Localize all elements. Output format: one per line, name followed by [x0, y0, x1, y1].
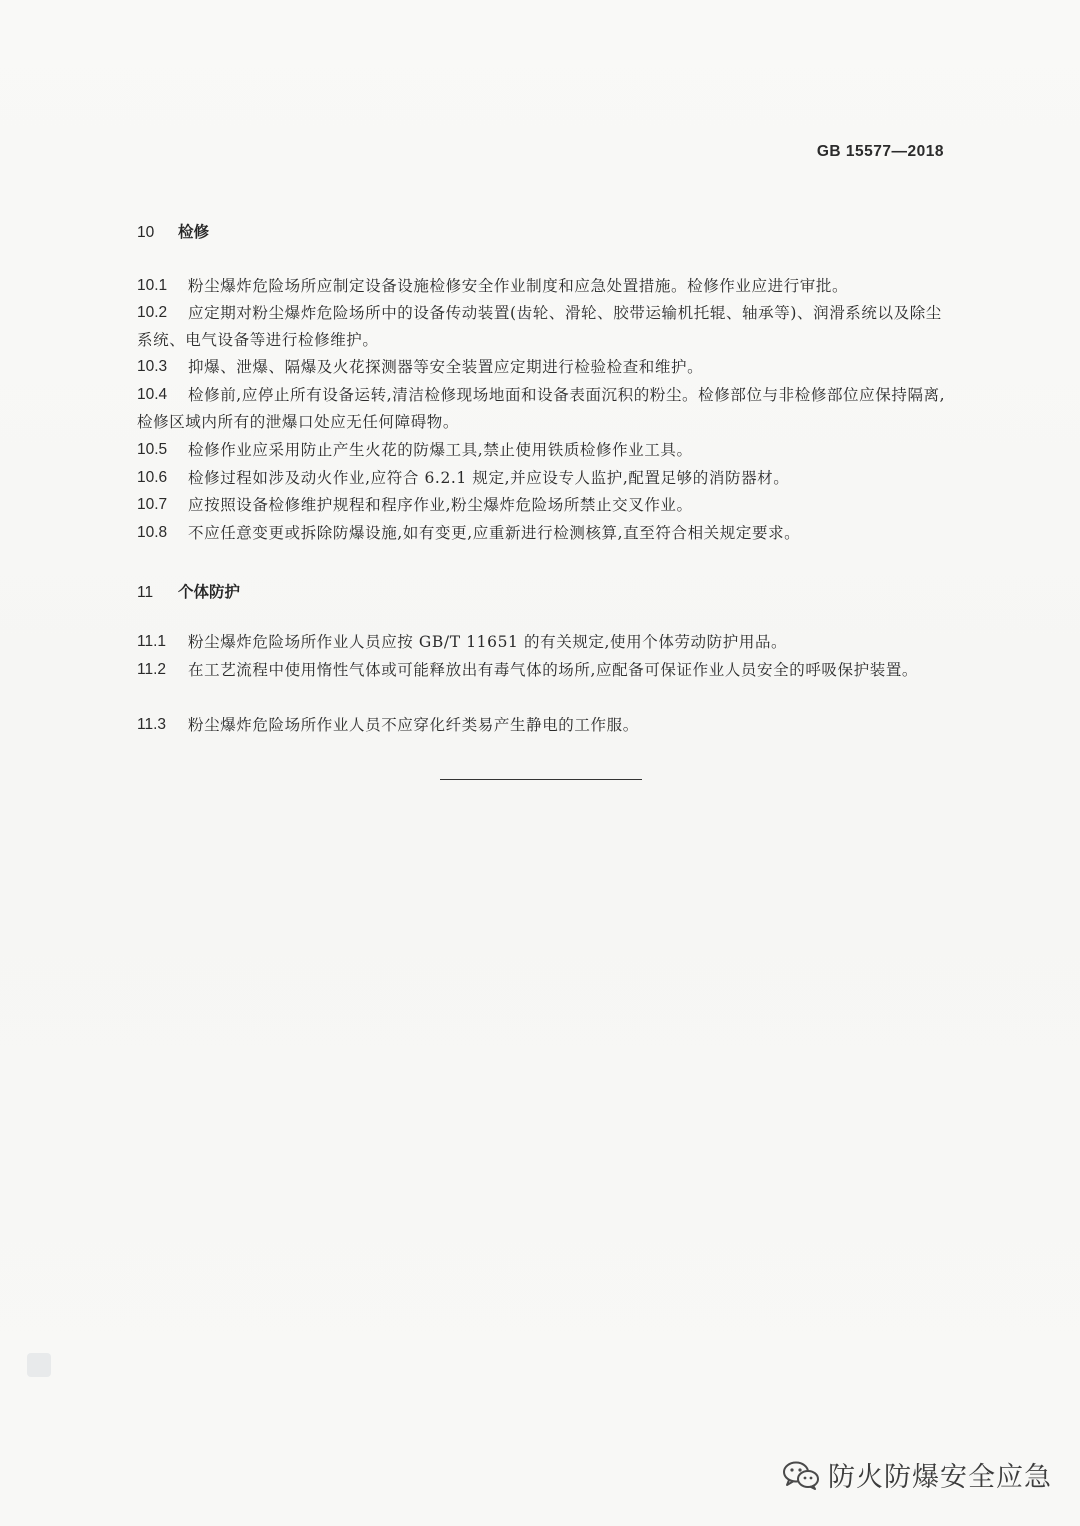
end-rule: [440, 779, 642, 780]
clause-text: 应定期对粉尘爆炸危险场所中的设备传动装置(齿轮、滑轮、胶带运输机托辊、轴承等)、润滑系统以及除尘系统、电气设备等进行检修维护。: [137, 304, 942, 349]
clause-text: 粉尘爆炸危险场所作业人员应按 GB/T 11651 的有关规定,使用个体劳动防护用品。: [188, 633, 788, 651]
section-heading-10: [137, 220, 209, 242]
section-title: 个体防护: [177, 583, 240, 601]
clause-10-8: [137, 520, 947, 547]
clause-11-3: [137, 712, 947, 739]
clause-number: 11.3: [137, 716, 167, 733]
clause-11-2: [137, 657, 947, 684]
clause-text: 检修过程如涉及动火作业,应符合 6.2.1 规定,并应设专人监护,配置足够的消防器材。: [188, 469, 790, 487]
section-number: 11: [137, 584, 154, 601]
clause-text: 粉尘爆炸危险场所应制定设备设施检修安全作业制度和应急处置措施。检修作业应进行审批。: [188, 277, 849, 295]
clause-text: 在工艺流程中使用惰性气体或可能释放出有毒气体的场所,应配备可保证作业人员安全的呼吸保护装置。: [188, 661, 919, 679]
clause-text: 检修前,应停止所有设备运转,清洁检修现场地面和设备表面沉积的粉尘。检修部位与非检修部位应保持隔离,检修区域内所有的泄爆口处应无任何障碍物。: [137, 386, 946, 431]
clause-text: 应按照设备检修维护规程和程序作业,粉尘爆炸危险场所禁止交叉作业。: [188, 496, 693, 514]
clause-10-7: [137, 492, 947, 519]
wechat-icon: [782, 1460, 820, 1490]
standard-number: GB 15577—2018: [816, 143, 944, 160]
clause-number: 10.8: [137, 524, 168, 541]
clause-10-2: [137, 300, 947, 353]
clause-number: 10.2: [137, 304, 168, 321]
clause-10-5: [137, 437, 947, 464]
section-number: 10: [137, 224, 155, 241]
clause-text: 不应任意变更或拆除防爆设施,如有变更,应重新进行检测核算,直至符合相关规定要求。: [188, 524, 801, 542]
clause-11-1: [137, 629, 947, 656]
watermark: [782, 1455, 1052, 1494]
clause-number: 10.3: [137, 358, 168, 375]
section-title: 检修: [177, 223, 209, 241]
scan-mark: [27, 1353, 51, 1377]
clause-10-6: [137, 465, 947, 492]
clause-number: 11.1: [137, 633, 167, 650]
clause-number: 10.5: [137, 441, 168, 458]
clause-number: 10.7: [137, 496, 168, 513]
clause-number: 10.4: [137, 386, 168, 403]
clause-text: 粉尘爆炸危险场所作业人员不应穿化纤类易产生静电的工作服。: [188, 716, 639, 734]
clause-number: 10.1: [137, 277, 168, 294]
clause-10-4: [137, 382, 947, 435]
watermark-text: 防火防爆安全应急: [828, 1462, 1052, 1493]
clause-text: 检修作业应采用防止产生火花的防爆工具,禁止使用铁质检修作业工具。: [188, 441, 693, 459]
clause-10-1: [137, 273, 947, 300]
clause-10-3: [137, 354, 947, 381]
section-heading-11: [137, 580, 240, 602]
clause-number: 11.2: [137, 661, 167, 678]
clause-text: 抑爆、泄爆、隔爆及火花探测器等安全装置应定期进行检验检查和维护。: [188, 358, 704, 376]
clause-number: 10.6: [137, 469, 168, 486]
